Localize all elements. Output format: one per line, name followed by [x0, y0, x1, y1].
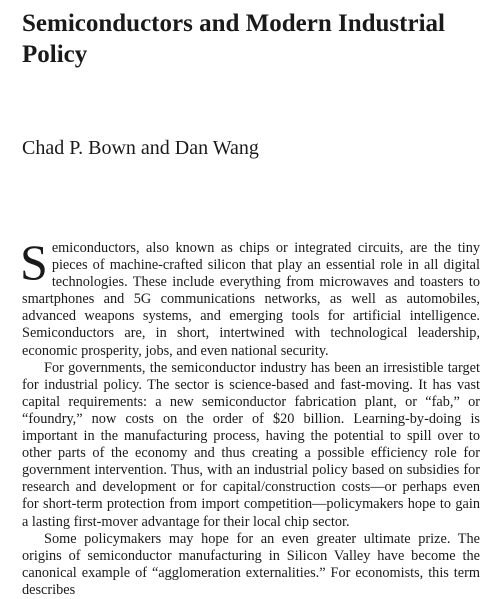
article-title: Semiconductors and Modern Industrial Policy — [22, 10, 445, 68]
paragraph-2: For governments, the semiconductor industry has been an irresistible target for industrial policy. The sector is science-based and fast-moving. It has vast capital requirements: a new semiconductor fabrication plant, or “fab,” or “foundry,” now costs on the order of $20 billion. Learning-by-doing is important in the manufacturing process, having the potential to spill over to other parts of the economy and thus creating a possible efficiency role for government intervention. Thus, with an industrial policy based on subsidies for research and development or for capital/construction costs—or perhaps even for short-term protection from import competition—policymakers hope to gain a lasting first-mover advantage for their local chip sector. — [22, 359, 480, 530]
paragraph-1 — [20, 234, 480, 360]
article-authors: Chad P. Bown and Dan Wang — [22, 137, 259, 159]
paragraph-3: Some policymakers may hope for an even greater ultimate prize. The origins of semiconductor manufacturing in Silicon Valley have become the canonical example of “agglomeration externalities.” For economists, this term describes — [22, 530, 480, 598]
drop-cap: S — [20, 234, 48, 290]
article-body — [20, 234, 480, 599]
paragraph-1-text: emiconductors, also known as chips or integrated circuits, are the tiny pieces of machine-crafted silicon that play an essential role in all digital technologies. These include everything from microwaves and toasters to smartphones and 5G communications networks, as well as automobiles, advanced weapons systems, and emerging tools for artificial intelligence. Semiconductors are, in short, intertwined with technological leadership, economic prosperity, jobs, and even national security. — [22, 240, 480, 359]
